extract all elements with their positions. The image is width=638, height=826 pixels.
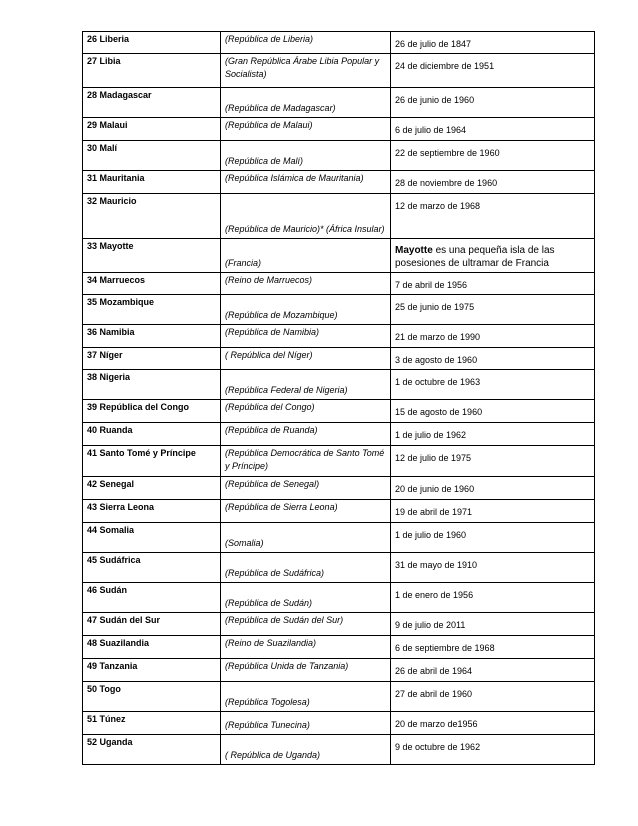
independence-date-cell xyxy=(391,273,595,295)
official-name-cell: (República de Sudáfrica) xyxy=(221,553,391,583)
official-name-cell: (Reino de Suazilandia) xyxy=(221,636,391,659)
official-name-cell: (República de Mauricio)* (África Insular) xyxy=(221,194,391,239)
table-row xyxy=(83,523,595,553)
country-name-cell: 41 Santo Tomé y Príncipe xyxy=(83,446,221,477)
table-row xyxy=(83,239,595,273)
date-text: 1 de octubre de 1963 xyxy=(395,377,481,387)
independence-date-cell xyxy=(391,553,595,583)
independence-date-cell xyxy=(391,636,595,659)
official-name-cell: (República Democrática de Santo Tomé y Príncipe) xyxy=(221,446,391,477)
table-row xyxy=(83,712,595,735)
official-name-cell: (República de Mozambique) xyxy=(221,295,391,325)
country-name-cell: 29 Malaui xyxy=(83,118,221,141)
date-note-text: es una pequeña isla de las posesiones de ultramar de Francia xyxy=(395,245,555,269)
date-text: 1 de enero de 1956 xyxy=(395,590,474,600)
country-name-cell: 39 República del Congo xyxy=(83,400,221,423)
countries-table-body xyxy=(83,32,595,765)
date-text: 1 de julio de 1960 xyxy=(395,530,467,540)
official-name-cell: (República de Senegal) xyxy=(221,477,391,500)
table-row xyxy=(83,659,595,682)
date-text: 26 de julio de 1847 xyxy=(395,39,472,49)
independence-date-cell xyxy=(391,446,595,477)
official-name-cell: (República de Malaui) xyxy=(221,118,391,141)
date-text: 6 de julio de 1964 xyxy=(395,125,467,135)
independence-date-cell xyxy=(391,682,595,712)
table-row xyxy=(83,348,595,370)
table-row xyxy=(83,735,595,765)
table-row xyxy=(83,553,595,583)
date-text: 3 de agosto de 1960 xyxy=(395,355,478,365)
table-row xyxy=(83,325,595,348)
independence-date-cell xyxy=(391,523,595,553)
table-row xyxy=(83,118,595,141)
independence-date-cell xyxy=(391,583,595,613)
independence-date-cell xyxy=(391,171,595,194)
date-text: 26 de abril de 1964 xyxy=(395,666,473,676)
official-name-cell: (República de Namibia) xyxy=(221,325,391,348)
date-text: 31 de mayo de 1910 xyxy=(395,560,478,570)
country-name-cell: 43 Sierra Leona xyxy=(83,500,221,523)
date-text: 25 de junio de 1975 xyxy=(395,302,475,312)
independence-date-cell xyxy=(391,659,595,682)
official-name-cell: (Gran República Árabe Libia Popular y Socialista) xyxy=(221,54,391,88)
table-row xyxy=(83,88,595,118)
table-row xyxy=(83,613,595,636)
date-note-bold: Mayotte xyxy=(395,245,433,256)
table-row xyxy=(83,500,595,523)
independence-date-cell xyxy=(391,500,595,523)
date-text: 20 de marzo de1956 xyxy=(395,719,478,729)
date-text: 15 de agosto de 1960 xyxy=(395,407,483,417)
table-row xyxy=(83,273,595,295)
official-name-cell: (República de Sudán) xyxy=(221,583,391,613)
official-name-cell: (República Togolesa) xyxy=(221,682,391,712)
date-text: 12 de julio de 1975 xyxy=(395,453,472,463)
country-name-cell: 44 Somalia xyxy=(83,523,221,553)
date-text: 20 de junio de 1960 xyxy=(395,484,475,494)
independence-date-cell xyxy=(391,370,595,400)
country-name-cell: 45 Sudáfrica xyxy=(83,553,221,583)
country-name-cell: 42 Senegal xyxy=(83,477,221,500)
official-name-cell: (República Unida de Tanzania) xyxy=(221,659,391,682)
official-name-cell: (República de Sierra Leona) xyxy=(221,500,391,523)
country-name-cell: 33 Mayotte xyxy=(83,239,221,273)
official-name-cell: (República Tunecina) xyxy=(221,712,391,735)
official-name-cell: ( República de Uganda) xyxy=(221,735,391,765)
table-row xyxy=(83,171,595,194)
table-row xyxy=(83,32,595,54)
table-row xyxy=(83,477,595,500)
date-text: 9 de julio de 2011 xyxy=(395,620,466,630)
independence-date-cell xyxy=(391,400,595,423)
official-name-cell: (República de Liberia) xyxy=(221,32,391,54)
table-row xyxy=(83,194,595,239)
country-name-cell: 50 Togo xyxy=(83,682,221,712)
table-row xyxy=(83,54,595,88)
country-name-cell: 32 Mauricio xyxy=(83,194,221,239)
country-name-cell: 49 Tanzania xyxy=(83,659,221,682)
country-name-cell: 47 Sudán del Sur xyxy=(83,613,221,636)
date-text: 26 de junio de 1960 xyxy=(395,95,475,105)
country-name-cell: 46 Sudán xyxy=(83,583,221,613)
country-name-cell: 26 Liberia xyxy=(83,32,221,54)
date-text: 1 de julio de 1962 xyxy=(395,430,467,440)
date-text: 7 de abril de 1956 xyxy=(395,280,468,290)
date-text: 27 de abril de 1960 xyxy=(395,689,473,699)
official-name-cell: (Reino de Marruecos) xyxy=(221,273,391,295)
independence-date-cell xyxy=(391,88,595,118)
country-name-cell: 35 Mozambique xyxy=(83,295,221,325)
country-name-cell: 51 Túnez xyxy=(83,712,221,735)
independence-date-cell xyxy=(391,712,595,735)
country-name-cell: 38 Nigeria xyxy=(83,370,221,400)
independence-date-cell xyxy=(391,141,595,171)
official-name-cell: (República del Congo) xyxy=(221,400,391,423)
independence-date-cell xyxy=(391,54,595,88)
country-name-cell: 27 Libia xyxy=(83,54,221,88)
official-name-cell: (Francia) xyxy=(221,239,391,273)
official-name-cell: (República de Malí) xyxy=(221,141,391,171)
date-text: 19 de abril de 1971 xyxy=(395,507,473,517)
independence-date-cell xyxy=(391,423,595,446)
date-text: 28 de noviembre de 1960 xyxy=(395,178,498,188)
independence-date-cell xyxy=(391,348,595,370)
official-name-cell: (República de Madagascar) xyxy=(221,88,391,118)
table-row xyxy=(83,636,595,659)
independence-date-cell xyxy=(391,118,595,141)
official-name-cell: ( República del Níger) xyxy=(221,348,391,370)
country-name-cell: 31 Mauritania xyxy=(83,171,221,194)
country-name-cell: 28 Madagascar xyxy=(83,88,221,118)
independence-date-cell xyxy=(391,32,595,54)
independence-date-cell xyxy=(391,239,595,273)
country-name-cell: 48 Suazilandia xyxy=(83,636,221,659)
country-name-cell: 40 Ruanda xyxy=(83,423,221,446)
country-name-cell: 37 Níger xyxy=(83,348,221,370)
official-name-cell: (Somalia) xyxy=(221,523,391,553)
table-row xyxy=(83,423,595,446)
independence-date-cell xyxy=(391,295,595,325)
official-name-cell: (República Islámica de Mauritania) xyxy=(221,171,391,194)
table-row xyxy=(83,583,595,613)
independence-date-cell xyxy=(391,477,595,500)
countries-table xyxy=(82,31,595,765)
official-name-cell: (República de Sudán del Sur) xyxy=(221,613,391,636)
date-text: 9 de octubre de 1962 xyxy=(395,742,481,752)
date-text: 6 de septiembre de 1968 xyxy=(395,643,495,653)
date-text: 12 de marzo de 1968 xyxy=(395,201,481,211)
independence-date-cell xyxy=(391,325,595,348)
country-name-cell: 30 Malí xyxy=(83,141,221,171)
table-row xyxy=(83,400,595,423)
table-row xyxy=(83,141,595,171)
table-row xyxy=(83,682,595,712)
independence-date-cell xyxy=(391,735,595,765)
date-text: 21 de marzo de 1990 xyxy=(395,332,481,342)
independence-date-cell xyxy=(391,613,595,636)
official-name-cell: (República Federal de Nigeria) xyxy=(221,370,391,400)
table-row xyxy=(83,370,595,400)
official-name-cell: (República de Ruanda) xyxy=(221,423,391,446)
date-text: 22 de septiembre de 1960 xyxy=(395,148,500,158)
country-name-cell: 36 Namibia xyxy=(83,325,221,348)
country-name-cell: 34 Marruecos xyxy=(83,273,221,295)
independence-date-cell xyxy=(391,194,595,239)
date-text: 24 de diciembre de 1951 xyxy=(395,61,495,71)
table-row xyxy=(83,446,595,477)
country-name-cell: 52 Uganda xyxy=(83,735,221,765)
table-row xyxy=(83,295,595,325)
